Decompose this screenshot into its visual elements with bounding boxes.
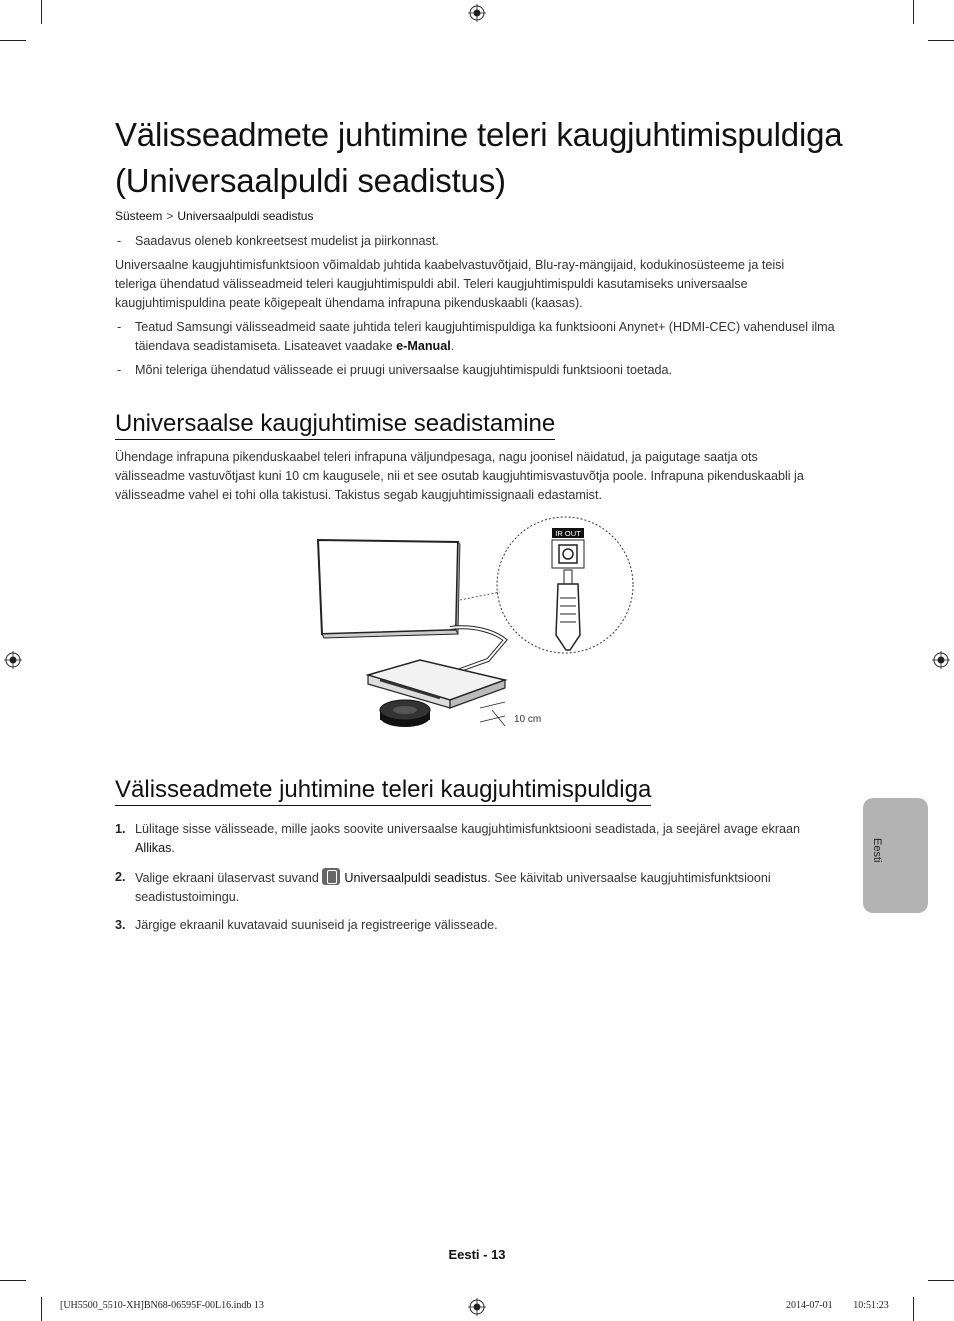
intro-paragraph: Universaalne kaugjuhtimisfunktsioon võimaldab juhtida kaabelvastuvõtjaid, Blu-ray-mängijaid, kodukinosüsteeme ja teisi teleriga ühendatud välisseadmeid teleri kaugjuhtimispuldi abil. Teleri kaugjuhtimispuldi kasutamiseks universaalse kaugjuhtimispuldina peate kõigepealt ühendama infrapuna pikenduskaabli (kaasas). — [115, 258, 785, 310]
registration-mark-icon — [932, 651, 950, 669]
universal-remote-icon — [322, 868, 340, 885]
page-title: Välisseadmete juhtimine teleri kaugjuhtimispuldiga (Universaalpuldi seadistus) — [115, 116, 843, 199]
note-availability: - Saadavus oleneb konkreetsest mudelist ja piirkonnast. — [117, 234, 439, 248]
language-tab-label: Eesti — [871, 838, 883, 863]
setup-paragraph: Ühendage infrapuna pikenduskaabel teleri infrapuna väljundpesaga, nagu joonisel näidatud, ja paigutage saatja ots välisseadme vastuvõtjast kuni 10 cm kaugusele, nii et see osutab kaugjuhtimisvastuvõtja poole. Infrapuna pikenduskaabli ja välisseadme vahel ei tohi olla takistusi. Takistus segab kaugjuhtimissignaali edastamist. — [115, 450, 804, 502]
crop-mark — [0, 1280, 26, 1281]
page-number: Eesti - 13 — [448, 1247, 506, 1262]
breadcrumb-separator: > — [166, 209, 174, 223]
print-info-date: 2014-07-01 ￿￿ 10:51:23 — [786, 1300, 889, 1311]
tv-illustration — [318, 540, 460, 638]
crop-mark — [913, 1297, 914, 1321]
crop-mark — [0, 40, 26, 41]
language-tab — [863, 798, 928, 913]
step-3: 3. Järgige ekraanil kuvatavaid suuniseid ja registreerige välisseade. — [115, 918, 498, 932]
note-compatibility: - Mõni teleriga ühendatud välisseade ei pruugi universaalse kaugjuhtimispuldi funktsiooni toetada. — [117, 363, 672, 377]
ir-blaster-illustration — [380, 700, 430, 727]
port-label: IR OUT — [555, 529, 581, 538]
breadcrumb — [115, 209, 313, 223]
crop-mark — [913, 0, 914, 24]
registration-mark-icon — [468, 4, 486, 22]
set-top-box-illustration — [368, 660, 505, 708]
e-manual-link[interactable]: e-Manual — [396, 339, 451, 353]
step-2: 2. Valige ekraani ülaservast suvand Universaalpuldi seadistus. See käivitab universaalse kaugjuhtimisfunktsiooni seadistustoimingu. — [115, 870, 771, 904]
crop-mark — [928, 1280, 954, 1281]
section-heading-control: Välisseadmete juhtimine teleri kaugjuhtimispuldiga — [115, 775, 651, 806]
crop-mark — [41, 0, 42, 24]
breadcrumb-item: Universaalpuldi seadistus — [177, 209, 314, 223]
breadcrumb-menu: Süsteem — [115, 209, 163, 223]
registration-mark-icon — [468, 1298, 486, 1316]
step-1: 1. Lülitage sisse välisseade, mille jaoks soovite universaalse kaugjuhtimisfunktsiooni seadistada, ja seejärel avage ekraan Allikas. — [115, 822, 801, 855]
note-anynet: - Teatud Samsungi välisseadmeid saate juhtida teleri kaugjuhtimispuldiga ka funktsiooni Anynet+ (HDMI-CEC) vahendusel ilma täiendava seadistamiseta. Lisateavet vaadake e-Manual. — [117, 320, 835, 353]
section-heading-setup: Universaalse kaugjuhtimise seadistamine — [115, 409, 555, 440]
distance-label: 10 cm — [514, 714, 542, 725]
print-info-file: [UH5500_5510-XH]BN68-06595F-00L16.indb 13 — [60, 1300, 264, 1311]
registration-mark-icon — [4, 651, 22, 669]
ir-cable-diagram — [300, 510, 650, 740]
crop-mark — [928, 40, 954, 41]
crop-mark — [41, 1297, 42, 1321]
